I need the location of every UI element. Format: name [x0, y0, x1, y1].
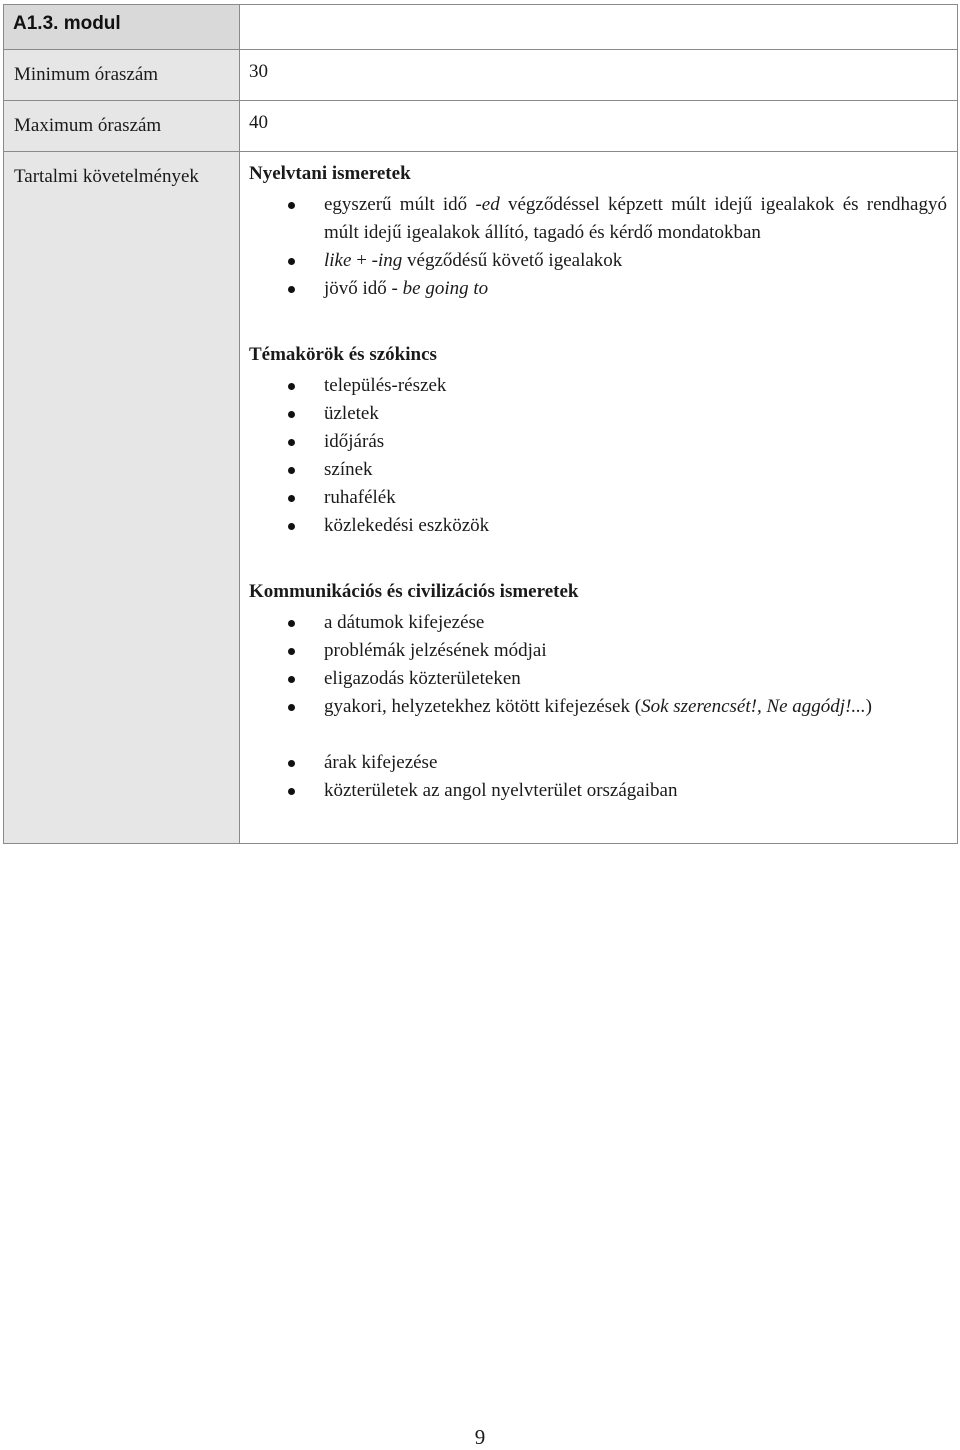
topics-heading: Témakörök és szókincs — [249, 344, 437, 365]
max-hours-label: Maximum óraszám — [4, 101, 240, 152]
module-header-empty-cell — [240, 5, 958, 50]
grammar-item-past-simple-suffix: -ed — [475, 194, 500, 215]
grammar-item-ing-suffix: -ing — [371, 250, 403, 271]
communication-item: problémák jelzésének módjai — [249, 637, 947, 665]
module-table — [3, 4, 958, 844]
grammar-item-past-simple-text-1: egyszerű múlt idő — [324, 194, 476, 215]
content-requirements-label — [4, 152, 240, 844]
grammar-item-future — [249, 275, 947, 303]
topics-item: üzletek — [249, 400, 947, 428]
communication-list — [249, 609, 947, 805]
communication-phrases-text: gyakori, helyzetekhez kötött kifejezések ( — [324, 696, 642, 717]
topics-item: közlekedési eszközök — [249, 512, 947, 540]
module-title: A1.3. modul — [4, 5, 240, 50]
communication-item: árak kifejezése — [249, 749, 947, 777]
communication-phrases-examples: Sok szerencsét!, Ne aggódj!... — [641, 696, 866, 717]
topics-item: ruhafélék — [249, 484, 947, 512]
grammar-list — [249, 191, 947, 303]
min-hours-label: Minimum óraszám — [4, 50, 240, 101]
communication-item: közterületek az angol nyelvterület országaiban — [249, 777, 947, 805]
communication-phrases-close: ) — [865, 696, 872, 717]
content-requirements-row — [4, 152, 958, 844]
communication-item: a dátumok kifejezése — [249, 609, 947, 637]
min-hours-value: 30 — [240, 50, 958, 101]
content-requirements-cell — [240, 152, 958, 844]
grammar-item-past-simple-text-2: végződéssel képzett múlt idejű igealakok és rendhagyó múlt idejű igealakok állító, tagadó és kérdő mondatokban — [324, 194, 947, 243]
communication-item-phrases — [249, 693, 947, 721]
grammar-item-like-ing-text: végződésű követő igealakok — [402, 250, 623, 271]
grammar-item-like-ing — [249, 247, 947, 275]
grammar-item-past-simple — [249, 191, 947, 247]
communication-heading: Kommunikációs és civilizációs ismeretek — [249, 581, 579, 602]
content-requirements-label-text: Tartalmi követelmények — [14, 166, 199, 187]
module-header-row — [4, 5, 958, 50]
topics-item: időjárás — [249, 428, 947, 456]
grammar-item-like-word: like — [324, 250, 352, 271]
grammar-item-future-text: jövő idő - — [324, 278, 403, 299]
min-hours-row — [4, 50, 958, 101]
max-hours-row — [4, 101, 958, 152]
grammar-item-going-to: be going to — [402, 278, 489, 299]
topics-item: színek — [249, 456, 947, 484]
grammar-item-like-plus: + — [351, 250, 372, 271]
communication-item: eligazodás közterületeken — [249, 665, 947, 693]
topics-item: település-részek — [249, 372, 947, 400]
max-hours-value: 40 — [240, 101, 958, 152]
page-number: 9 — [474, 1425, 486, 1449]
grammar-heading: Nyelvtani ismeretek — [249, 163, 411, 184]
topics-list — [249, 372, 947, 540]
